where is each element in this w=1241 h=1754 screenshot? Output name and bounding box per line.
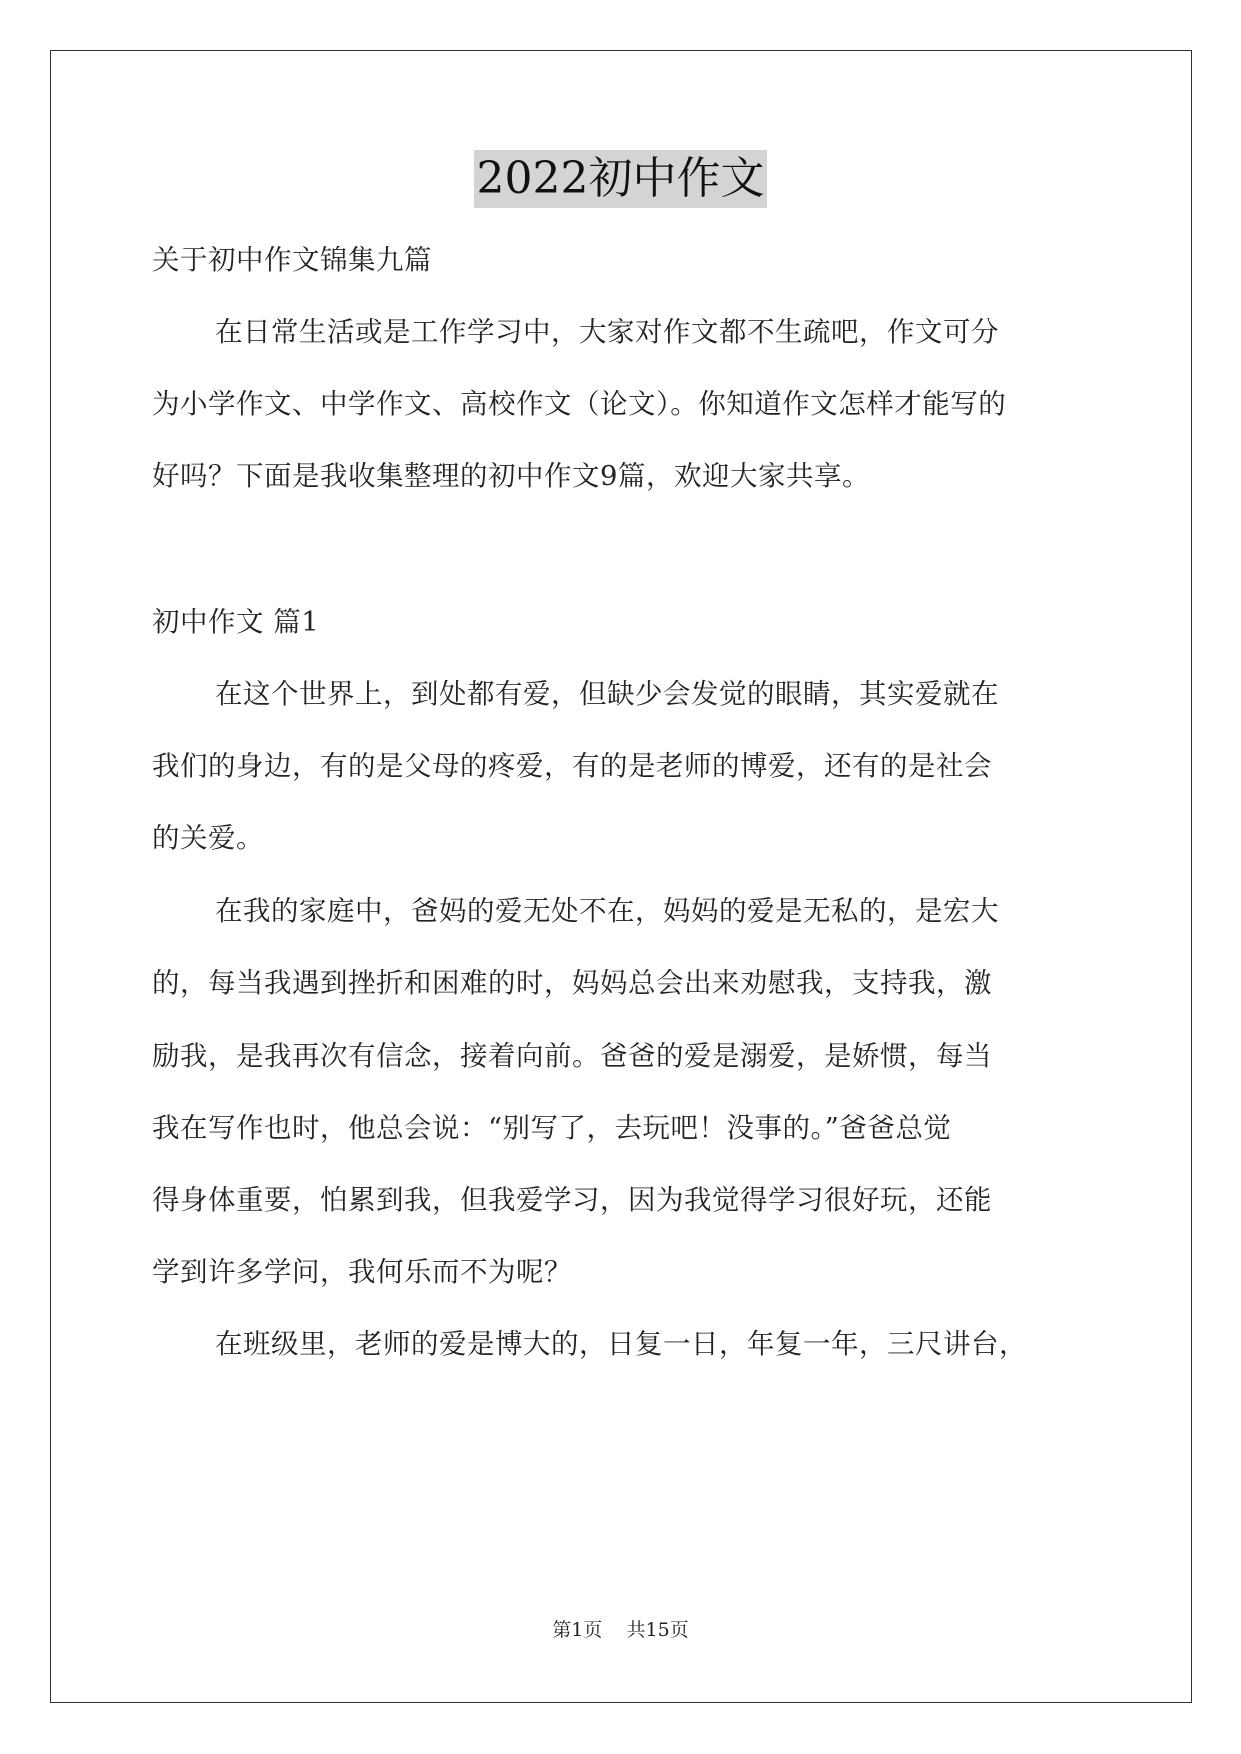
page-total: 共15页 — [626, 1619, 689, 1641]
page-border — [50, 50, 1192, 1703]
paragraph2-line-2: 的，每当我遇到挫折和困难的时，妈妈总会出来劝慰我，支持我，激 — [152, 967, 992, 999]
paragraph1-line-2: 我们的身边，有的是父母的疼爱，有的是老师的博爱，还有的是社会 — [152, 750, 992, 782]
section-heading: 初中作文 篇1 — [152, 606, 320, 638]
page-number: 第1页 — [552, 1619, 603, 1641]
paragraph2-line-5: 得身体重要，怕累到我，但我爱学习，因为我觉得学习很好玩，还能 — [152, 1184, 992, 1216]
paragraph1-line-3: 的关爱。 — [152, 822, 264, 854]
intro-line-3: 好吗？下面是我收集整理的初中作文9篇，欢迎大家共享。 — [152, 460, 870, 492]
document-title: 2022初中作文 — [474, 150, 768, 208]
intro-line-1: 在日常生活或是工作学习中，大家对作文都不生疏吧，作文可分 — [215, 316, 999, 348]
paragraph2-line-3: 励我，是我再次有信念，接着向前。爸爸的爱是溺爱，是娇惯，每当 — [152, 1040, 992, 1072]
title-container — [0, 150, 1241, 208]
paragraph3-line-1: 在班级里，老师的爱是博大的，日复一日，年复一年，三尺讲台， — [215, 1328, 1027, 1360]
paragraph2-line-1: 在我的家庭中，爸妈的爱无处不在，妈妈的爱是无私的，是宏大 — [215, 895, 999, 927]
paragraph2-line-6: 学到许多学问，我何乐而不为呢？ — [152, 1256, 572, 1288]
intro-line-2: 为小学作文、中学作文、高校作文（论文）。你知道作文怎样才能写的 — [152, 388, 1007, 420]
paragraph2-line-4: 我在写作也时，他总会说：“别写了，去玩吧！没事的。”爸爸总觉 — [152, 1112, 952, 1144]
page-footer — [0, 1618, 1241, 1642]
document-subtitle: 关于初中作文锦集九篇 — [152, 244, 432, 276]
paragraph1-line-1: 在这个世界上，到处都有爱，但缺少会发觉的眼睛，其实爱就在 — [215, 678, 999, 710]
